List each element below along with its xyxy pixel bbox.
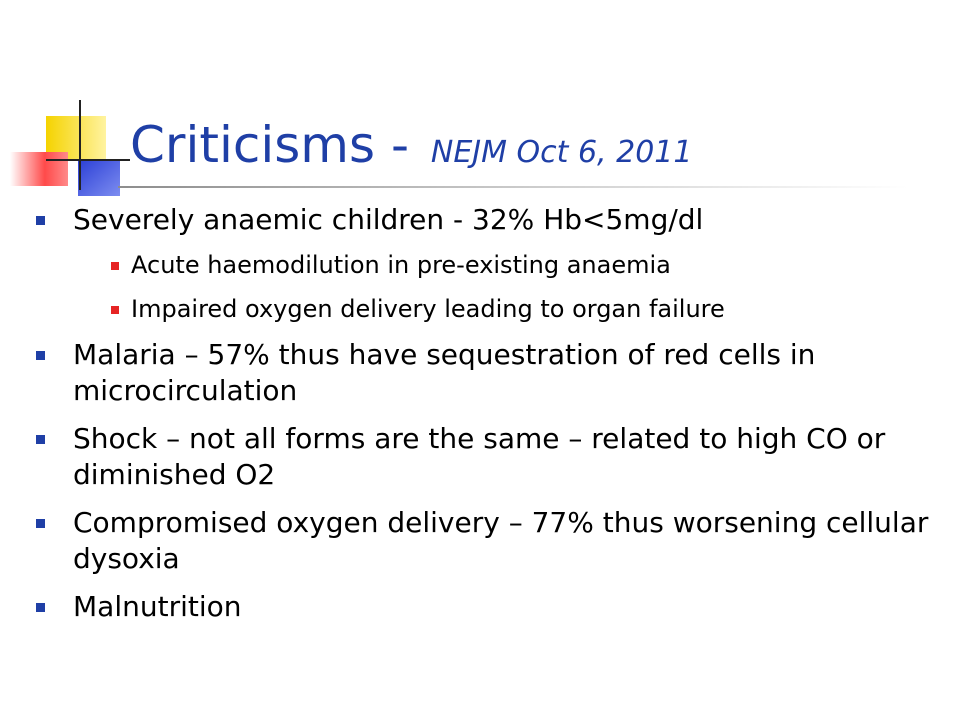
square-bullet-icon <box>36 435 45 444</box>
square-bullet-icon <box>111 306 119 314</box>
square-bullet-icon <box>111 262 119 270</box>
list-item <box>36 505 936 577</box>
sub-bullet-text: Acute haemodilution in pre-existing anaemia <box>131 251 671 279</box>
list-item <box>36 202 936 325</box>
square-bullet-icon <box>36 351 45 360</box>
bullet-text: Shock – not all forms are the same – related to high CO or diminished O2 <box>73 422 886 491</box>
red-square <box>10 152 68 186</box>
title-divider <box>118 186 908 188</box>
title-separator: - <box>375 116 425 174</box>
blue-square <box>78 160 120 196</box>
bullet-text: Severely anaemic children - 32% Hb<5mg/dl <box>73 203 704 236</box>
sub-bullet-text: Impaired oxygen delivery leading to organ failure <box>131 295 725 323</box>
decorative-squares <box>0 0 140 210</box>
slide-title <box>130 116 692 174</box>
square-bullet-icon <box>36 216 45 225</box>
title-text: Criticisms <box>130 116 376 174</box>
bullet-text: Malnutrition <box>73 590 242 623</box>
bullet-list <box>36 202 936 637</box>
list-item <box>36 421 936 493</box>
sub-bullet-list <box>87 250 936 325</box>
sub-list-item <box>87 294 936 325</box>
bullet-text: Compromised oxygen delivery – 77% thus worsening cellular dysoxia <box>73 506 929 575</box>
square-bullet-icon <box>36 519 45 528</box>
square-bullet-icon <box>36 603 45 612</box>
bullet-text: Malaria – 57% thus have sequestration of red cells in microcirculation <box>73 338 816 407</box>
list-item <box>36 337 936 409</box>
sub-list-item <box>87 250 936 281</box>
title-source: NEJM Oct 6, 2011 <box>430 135 693 170</box>
list-item <box>36 589 936 625</box>
